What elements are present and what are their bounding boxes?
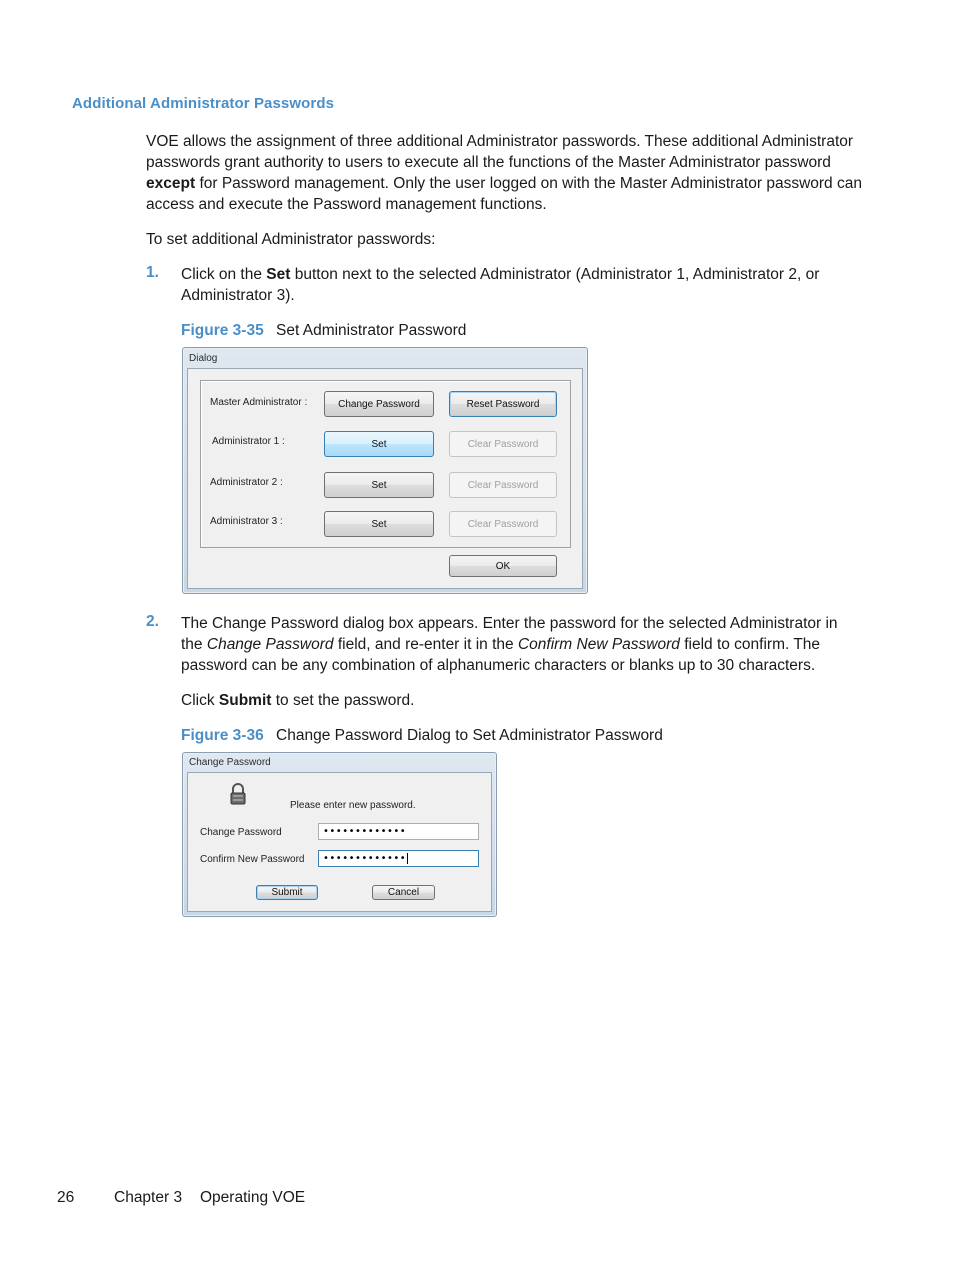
click-suffix: to set the password. [275, 692, 415, 709]
prompt-text: Please enter new password. [290, 800, 416, 811]
intro-paragraph [146, 131, 876, 215]
ok-button[interactable]: OK [449, 555, 557, 577]
figure-35-caption [181, 320, 466, 341]
step-2-number: 2. [146, 613, 159, 630]
confirm-password-input[interactable] [318, 850, 479, 867]
confirm-password-label: Confirm New Password [200, 854, 305, 865]
figure-35-caption-text: Set Administrator Password [276, 322, 467, 339]
change-password-input[interactable]: ••••••••••••• [318, 823, 479, 840]
clear-password-admin-2-button[interactable]: Clear Password [449, 472, 557, 498]
text-caret [407, 853, 408, 864]
step-2-italic-2: Confirm New Password [517, 636, 680, 653]
clear-password-admin-3-button[interactable]: Clear Password [449, 511, 557, 537]
step-1-number: 1. [146, 264, 159, 281]
step-1-text-after: button next to the selected Administrator (Administrator 1, Administrator 2, or Administrator 3). [181, 266, 820, 304]
confirm-password-value: ••••••••••••• [323, 853, 407, 864]
change-password-client-area [187, 772, 492, 912]
change-password-button[interactable]: Change Password [324, 391, 434, 417]
step-2-italic-1: Change Password [206, 636, 334, 653]
change-password-dialog-title: Change Password [189, 757, 271, 768]
step-2-text-2: field, and re-enter it in the [337, 636, 514, 653]
set-admin-3-button[interactable]: Set [324, 511, 434, 537]
step-2-text-1: The Change Password dialog box appears. Enter the password for the selected Administrator in the [181, 615, 838, 653]
figure-36-label: Figure 3-36 [181, 727, 264, 744]
admin-3-label: Administrator 3 : [210, 516, 283, 527]
master-admin-label: Master Administrator : [210, 397, 308, 408]
submit-button[interactable]: Submit [256, 885, 318, 900]
set-admin-password-dialog [182, 347, 588, 594]
intro-text-1: VOE allows the assignment of three additional Administrator passwords. These additional Administrator passwords grant authority to users to execute all the functions of the Master Administrator password [146, 133, 854, 171]
figure-36-caption [181, 725, 663, 746]
step-2-text [181, 613, 861, 676]
click-prefix: Click [181, 692, 215, 709]
step-1-text-before: Click on the [181, 266, 262, 283]
clear-password-admin-1-button[interactable]: Clear Password [449, 431, 557, 457]
lead-in-text: To set additional Administrator passwords: [146, 231, 436, 248]
set-admin-2-button[interactable]: Set [324, 472, 434, 498]
step-2-text-3: field to confirm. The password can be any combination of alphanumeric characters or blanks up to 30 characters. [181, 636, 821, 674]
cancel-button[interactable]: Cancel [372, 885, 435, 900]
change-password-dialog [182, 752, 497, 917]
change-password-label: Change Password [200, 827, 282, 838]
figure-36-caption-text: Change Password Dialog to Set Administrator Password [276, 727, 663, 744]
click-submit-text [181, 690, 414, 711]
lock-icon [229, 783, 247, 805]
click-bold: Submit [218, 692, 272, 709]
admin-2-label: Administrator 2 : [210, 477, 283, 488]
footer-chapter: Chapter 3 [114, 1189, 183, 1206]
figure-35-label: Figure 3-35 [181, 322, 264, 339]
step-1-bold: Set [266, 266, 291, 283]
page-number: 26 [57, 1189, 75, 1206]
footer-chapter-title: Operating VOE [200, 1189, 306, 1206]
step-1-text [181, 264, 861, 306]
reset-password-button[interactable]: Reset Password [449, 391, 557, 417]
set-admin-1-button[interactable]: Set [324, 431, 434, 457]
dialog-title: Dialog [189, 353, 218, 364]
dialog-client-area [187, 368, 583, 589]
intro-bold: except [146, 175, 196, 192]
section-heading: Additional Administrator Passwords [72, 95, 335, 112]
intro-text-2: for Password management. Only the user logged on with the Master Administrator password can access and execute the Password management functions. [146, 175, 862, 213]
admin-1-label: Administrator 1 : [212, 436, 285, 447]
